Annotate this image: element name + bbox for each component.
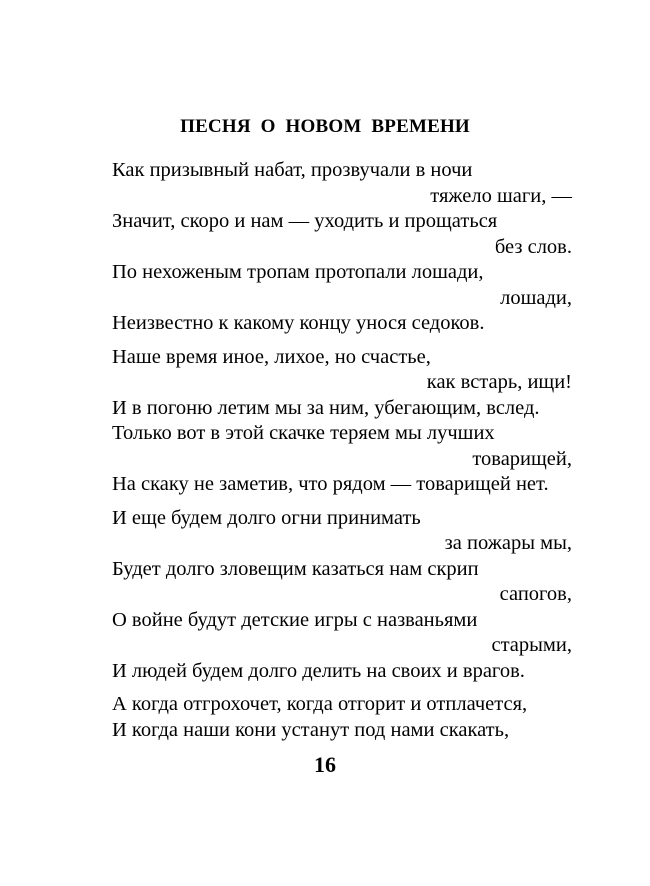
stanza [112, 506, 572, 685]
stanza [112, 345, 572, 498]
poem-line: И еще будем долго огни принимать [112, 506, 421, 529]
stanza [112, 158, 572, 337]
poem-title: ПЕСНЯ О НОВОМ ВРЕМЕНИ [180, 116, 470, 137]
poem-line: Будет долго зловещим казаться нам скрип [112, 557, 479, 580]
poem-line: И когда наши кони устанут под нами скакать, [112, 718, 510, 741]
poem-line: Неизвестно к какому концу унося седоков. [112, 312, 485, 334]
poem-line: А когда отгрохочет, когда отгорит и отплачется, [112, 693, 528, 715]
poem-line: Наше время иное, лихое, но счастье, [112, 345, 431, 368]
poem-line: По нехоженым тропам протопали лошади, [112, 261, 484, 283]
poem-line: лошади, [500, 286, 572, 309]
page-number: 16 [314, 752, 336, 777]
poem-line: без слов. [494, 235, 572, 258]
poem-line: как встарь, ищи! [426, 371, 572, 393]
poem-line: Только вот в этой скачке теряем мы лучших [112, 422, 495, 444]
poem-line: Значит, скоро и нам — уходить и прощаться [112, 210, 498, 232]
poem-line: старыми, [491, 634, 572, 656]
stanza [112, 692, 572, 743]
poem-line: тяжело шаги, — [430, 184, 572, 207]
poem-line: И в погоню летим мы за ним, убегающим, вслед. [112, 396, 540, 419]
poem-body [112, 158, 572, 751]
poem-line: И людей будем долго делить на своих и врагов. [112, 659, 525, 682]
poem-line: за пожары мы, [444, 532, 572, 554]
poem-line: товарищей, [472, 447, 572, 470]
poem-line: О войне будут детские игры с названьями [112, 608, 478, 631]
poem-line: Как призывный набат, прозвучали в ночи [112, 159, 473, 181]
poem-line: На скаку не заметив, что рядом — товарищей нет. [112, 473, 549, 495]
poem-line: сапогов, [499, 583, 572, 605]
